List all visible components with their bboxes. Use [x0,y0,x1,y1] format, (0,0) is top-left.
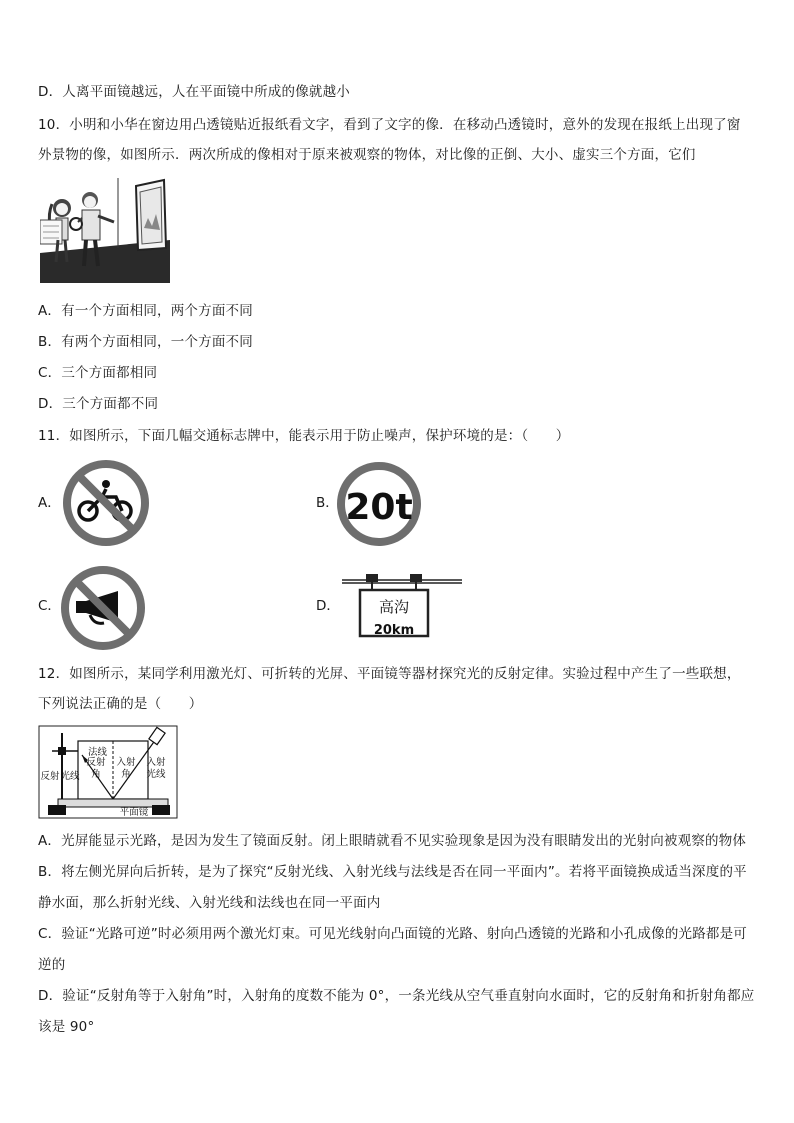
q12-reflection-diagram [38,725,178,819]
q11-label-d: D． [316,598,340,614]
q11-stem: 11．如图所示，下面几幅交通标志牌中，能表示用于防止噪声，保护环境的是：（ ） [38,428,570,444]
q11-sign-b-text: 20t [345,487,413,528]
q12-label-incident-ray-1: 入射 [146,757,166,768]
q12-label-incident-angle-2: 角 [121,769,131,780]
q12-option-d-line1: D．验证“反射角等于入射角”时，入射角的度数不能为 0°，一条光线从空气垂直射向水面时，它的反射角和折射角都应 [38,988,755,1004]
q10-option-a: A．有一个方面相同，两个方面不同 [38,303,253,319]
q10-option-d: D．三个方面都不同 [38,396,159,412]
q11-sign-a-no-motorcycle [62,459,150,547]
q12-stem-line2: 下列说法正确的是（ ） [38,696,203,712]
q10-option-c: C．三个方面都相同 [38,365,158,381]
q9-option-d: D．人离平面镜越远，人在平面镜中所成的像就越小 [38,84,350,100]
q12-label-reflected-ray-1: 反射 [40,771,60,782]
q11-sign-d-distance-board [340,572,464,638]
q11-label-c: C． [38,598,61,614]
q12-stem-line1: 12．如图所示，某同学利用激光灯、可折转的光屏、平面镜等器材探究光的反射定律。实验过程中产生了一些联想， [38,666,741,682]
q11-sign-c-no-honking [60,565,146,651]
q12-option-b-line2: 静水面，那么折射光线、入射光线和法线也在同一平面内 [38,895,381,911]
q10-stem-line2: 外景物的像，如图所示．两次所成的像相对于原来被观察的物体，对比像的正倒、大小、虚实三个方面，它们 [38,147,696,163]
q12-label-incident-ray-2: 光线 [146,769,166,780]
q12-label-normal: 法线 [87,747,107,758]
q12-option-c-line2: 逆的 [38,957,66,973]
q12-label-mirror: 平面镜 [119,807,149,818]
q11-label-a: A． [38,495,61,511]
q11-sign-d-distance: 20km [373,623,415,638]
q12-option-b-line1: B．将左侧光屏向后折转，是为了探究“反射光线、入射光线与法线是否在同一平面内”。若将平面镜换成适当深度的平 [38,864,747,880]
q10-stem-line1: 10．小明和小华在窗边用凸透镜贴近报纸看文字，看到了文字的像．在移动凸透镜时，意外的发现在报纸上出现了窗 [38,117,741,133]
q12-label-reflect-angle-2: 角 [91,769,101,780]
q11-sign-b-weight-limit [336,461,422,547]
q11-sign-d-place: 高沟 [378,598,410,616]
q10-option-b: B．有两个方面相同，一个方面不同 [38,334,253,350]
q12-option-d-line2: 该是 90° [38,1019,95,1035]
q12-label-reflected-ray-2: 光线 [60,771,80,782]
q12-option-a: A．光屏能显示光路，是因为发生了镜面反射。闭上眼睛就看不见实验现象是因为没有眼睛发出的光射向被观察的物体 [38,833,747,849]
q11-label-b: B． [316,495,339,511]
q12-label-reflect-angle-1: 反射 [86,757,106,768]
q10-window-lens-illustration [40,178,170,283]
q12-option-c-line1: C．验证“光路可逆”时必须用两个激光灯束。可见光线射向凸面镜的光路、射向凸透镜的光路和小孔成像的光路都是可 [38,926,748,942]
q12-label-incident-angle-1: 入射 [116,757,136,768]
